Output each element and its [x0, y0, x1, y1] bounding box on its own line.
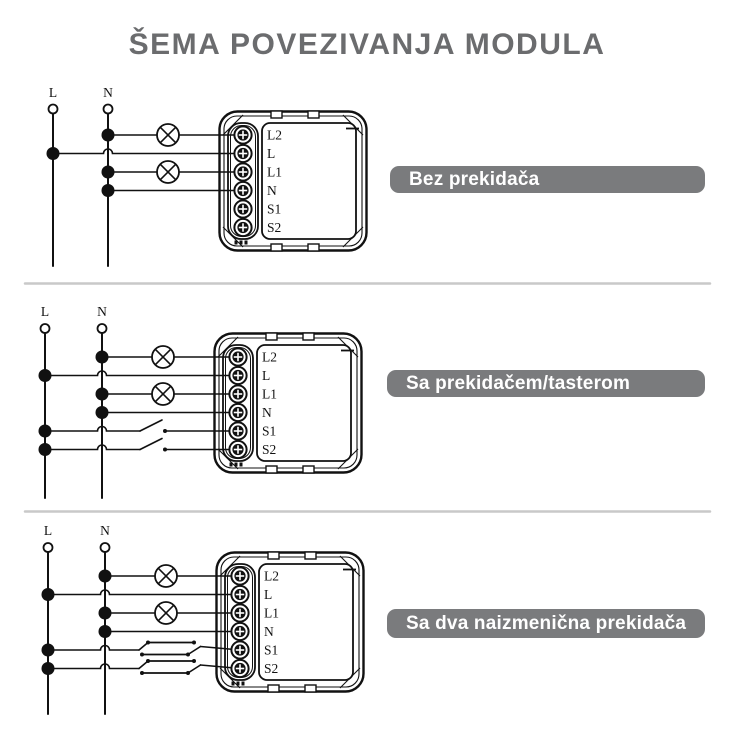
wire-s2-with-hop	[45, 445, 140, 449]
terminal-screw-icon	[229, 441, 246, 458]
terminal-label-s2: S2	[262, 442, 277, 457]
terminal-label-n: N	[262, 405, 272, 420]
terminal-screw-icon	[234, 126, 251, 143]
terminal-screw-icon	[234, 145, 251, 162]
terminal-label-s2: S2	[264, 661, 279, 676]
terminal-screw-icon	[229, 348, 246, 365]
live-terminal-icon	[41, 324, 50, 333]
switch-symbol	[45, 439, 238, 452]
terminal-label-l1: L1	[264, 605, 279, 621]
wire-s1-with-hop	[45, 427, 140, 432]
neutral-line-label: N	[100, 523, 110, 538]
terminal-label-l: L	[262, 368, 271, 383]
section-1-circuit	[47, 85, 367, 266]
junction-dot	[39, 369, 52, 382]
terminal-screw-icon	[231, 660, 248, 677]
terminal-label-l2: L2	[262, 349, 277, 365]
junction-dot	[39, 443, 52, 456]
switch-blade	[140, 420, 162, 431]
junction-dot	[102, 129, 115, 142]
junction-dot	[96, 388, 109, 401]
wire-l-with-hop	[53, 149, 243, 154]
terminal-screw-icon	[234, 182, 251, 199]
junction-dot	[96, 406, 109, 419]
live-terminal-icon	[44, 543, 53, 552]
terminal-label-s1: S1	[264, 642, 279, 658]
badge-two-alternating-switches: Sa dva naizmenična prekidača	[387, 609, 705, 638]
neutral-terminal-icon	[98, 324, 107, 333]
junction-dot	[99, 607, 112, 620]
wire-l-with-hop	[45, 371, 238, 376]
junction-dot	[102, 166, 115, 179]
live-line-label: L	[40, 304, 50, 319]
live-terminal-icon	[49, 105, 58, 114]
lamp-icon	[157, 124, 179, 146]
switch-contact-dot	[146, 659, 150, 663]
switch-contact-dot	[146, 641, 150, 645]
terminal-screw-icon	[229, 422, 246, 439]
junction-dot	[47, 147, 60, 160]
terminal-screw-icon	[231, 641, 248, 658]
terminal-label-l2: L2	[267, 127, 282, 143]
neutral-terminal-icon	[101, 543, 110, 552]
switch-blade	[140, 439, 162, 450]
live-line-label: L	[48, 85, 58, 100]
terminal-screw-icon	[231, 623, 248, 640]
terminal-label-s2: S2	[267, 220, 282, 235]
neutral-line-label: N	[103, 85, 113, 100]
neutral-terminal-icon	[104, 105, 113, 114]
switch-blade	[188, 647, 201, 655]
terminal-label-s1: S1	[267, 201, 282, 217]
lamp-icon	[155, 565, 177, 587]
switch-contact-dot	[192, 641, 196, 645]
lamp-icon	[152, 346, 174, 368]
section-3-circuit	[42, 523, 364, 714]
wire-s2-with-hop	[48, 664, 139, 669]
two-way-switch-symbol	[48, 641, 240, 657]
badge-no-switch: Bez prekidača	[390, 166, 705, 193]
switch-blade	[188, 665, 201, 673]
junction-dot	[42, 644, 55, 657]
page-title: ŠEMA POVEZIVANJA MODULA	[128, 28, 606, 61]
neutral-line-label: N	[97, 304, 107, 319]
terminal-label-l2: L2	[264, 568, 279, 584]
wire-l-with-hop	[48, 590, 240, 595]
terminal-screw-icon	[229, 404, 246, 421]
junction-dot	[96, 351, 109, 364]
switch-contact-dot	[140, 671, 144, 675]
badge-with-switch: Sa prekidačem/tasterom	[387, 370, 705, 397]
lamp-icon	[155, 602, 177, 624]
terminal-screw-icon	[234, 163, 251, 180]
junction-dot	[99, 625, 112, 638]
section-2-circuit	[39, 304, 362, 498]
terminal-label-s1: S1	[262, 423, 277, 439]
junction-dot	[102, 184, 115, 197]
two-way-switch-symbol	[48, 659, 240, 675]
terminal-label-l: L	[267, 146, 276, 161]
lamp-icon	[152, 383, 174, 405]
switch-contact-dot	[192, 659, 196, 663]
terminal-screw-icon	[229, 367, 246, 384]
lamp-icon	[157, 161, 179, 183]
terminal-screw-icon	[234, 200, 251, 217]
live-line-label: L	[43, 523, 53, 538]
terminal-label-l1: L1	[262, 386, 277, 402]
terminal-screw-icon	[231, 567, 248, 584]
switch-symbol	[45, 420, 238, 433]
junction-dot	[39, 425, 52, 438]
junction-dot	[42, 662, 55, 675]
terminal-screw-icon	[231, 586, 248, 603]
terminal-screw-icon	[234, 219, 251, 236]
terminal-screw-icon	[231, 604, 248, 621]
switch-contact-dot	[140, 653, 144, 657]
terminal-label-l: L	[264, 587, 273, 602]
junction-dot	[99, 570, 112, 583]
terminal-label-l1: L1	[267, 164, 282, 180]
junction-dot	[42, 588, 55, 601]
terminal-screw-icon	[229, 385, 246, 402]
terminal-label-n: N	[264, 624, 274, 639]
terminal-label-n: N	[267, 183, 277, 198]
wire-s1-with-hop	[48, 646, 139, 651]
